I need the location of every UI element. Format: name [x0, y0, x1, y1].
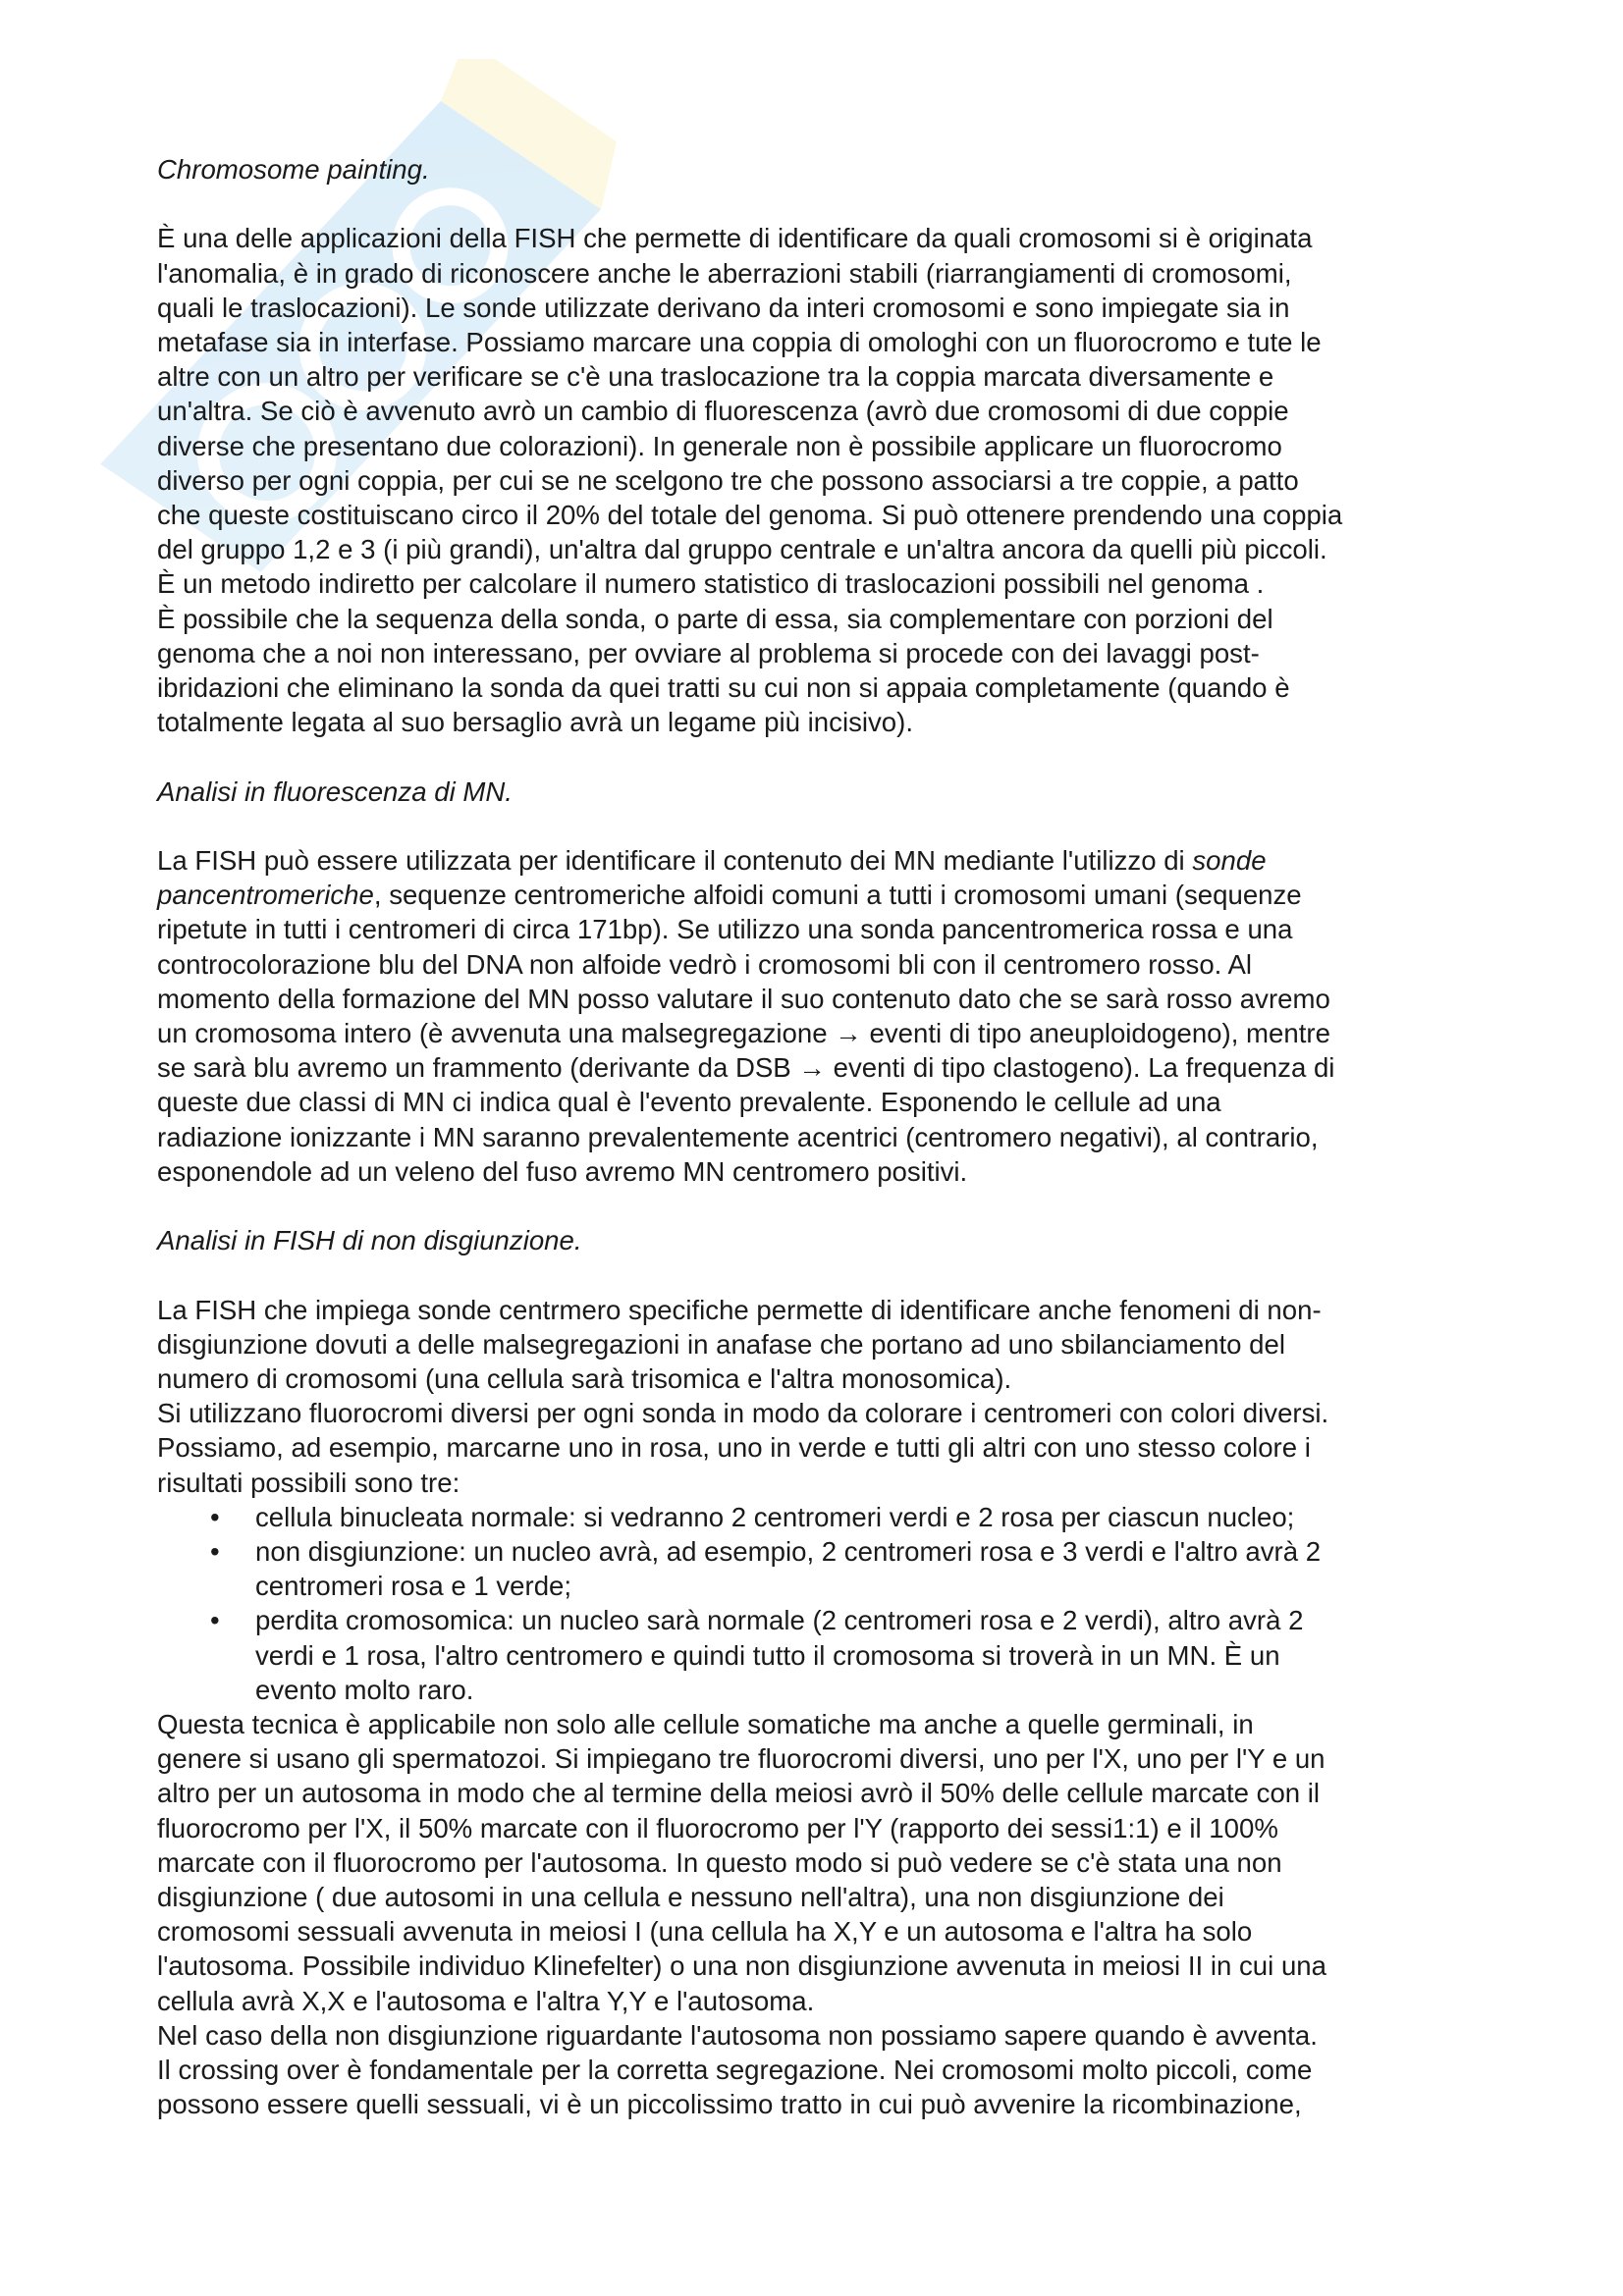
text-line: controcolorazione blu del DNA non alfoide vedrò i cromosomi bli con il centromero rosso. Al: [157, 948, 1253, 980]
text-run: La FISH può essere utilizzata per identificare il contenuto dei MN mediante l'utilizzo di: [157, 845, 1193, 877]
paragraph-non-disgiunzione-outro: [157, 1707, 1492, 2121]
paragraph-chromosome-painting: [157, 221, 1492, 739]
section-heading-chromosome-painting: Chromosome painting.: [157, 154, 430, 185]
text-line: un cromosoma intero (è avvenuta una malsegregazione → eventi di tipo aneuploidogeno), mentre: [157, 1018, 1330, 1049]
text-line: l'anomalia, è in grado di riconoscere anche le aberrazioni stabili (riarrangiamenti di cromosomi,: [157, 257, 1292, 289]
list-item: [157, 1500, 1492, 1534]
text-line: perdita cromosomica: un nucleo sarà normale (2 centromeri rosa e 2 verdi), altro avrà 2: [255, 1605, 1304, 1636]
text-line: altro per un autosoma in modo che al termine della meiosi avrò il 50% delle cellule marcate con il: [157, 1778, 1321, 1809]
text-line: Nel caso della non disgiunzione riguardante l'autosoma non possiamo sapere quando è avventa.: [157, 2019, 1318, 2051]
text-line: genere si usano gli spermatozoi. Si impiegano tre fluorocromi diversi, uno per l'X, uno per l'Y e un: [157, 1743, 1325, 1775]
text-line: cromosomi sessuali avvenuta in meiosi I (una cellula ha X,Y e un autosoma e l'altra ha solo: [157, 1916, 1253, 1948]
bullet-icon: •: [210, 1501, 220, 1532]
text-line: genoma che a noi non interessano, per ovviare al problema si procede con dei lavaggi post-: [157, 637, 1260, 668]
results-list: [157, 1500, 1492, 1707]
text-line: che queste costituiscano circo il 20% del totale del genoma. Si può ottenere prendendo una coppia: [157, 500, 1343, 531]
text-line: cellula binucleata normale: si vedranno 2 centromeri verdi e 2 rosa per ciascun nucleo;: [255, 1501, 1295, 1532]
text-line: queste due classi di MN ci indica qual è l'evento prevalente. Esponendo le cellule ad una: [157, 1087, 1221, 1118]
text-line: ripetute in tutti i centromeri di circa 171bp). Se utilizzo una sonda pancentromerica rossa e una: [157, 914, 1293, 945]
text-line: diverso per ogni coppia, per cui se ne scelgono tre che possono associarsi a tre coppie, a patto: [157, 464, 1299, 496]
spacer: [157, 1189, 1492, 1223]
text-line: centromeri rosa e 1 verde;: [255, 1571, 572, 1602]
bullet-icon: •: [210, 1536, 220, 1568]
text-line: marcate con il fluorocromo per l'autosoma. In questo modo si può vedere se c'è stata una non: [157, 1846, 1282, 1878]
text-line: evento molto raro.: [255, 1674, 474, 1705]
text-line: [157, 878, 1492, 912]
text-line: Il crossing over è fondamentale per la corretta segregazione. Nei cromosomi molto piccoli, come: [157, 2055, 1313, 2086]
text-run: , sequenze centromeriche alfoidi comuni a tutti i cromosomi umani (sequenze: [373, 880, 1302, 911]
text-line: [157, 843, 1492, 878]
text-line: Possiamo, ad esempio, marcarne uno in rosa, uno in verde e tutti gli altri con uno stesso colore i: [157, 1432, 1311, 1464]
text-line: cellula avrà X,X e l'autosoma e l'altra Y,Y e l'autosoma.: [157, 1985, 815, 2016]
text-line: È possibile che la sequenza della sonda, o parte di essa, sia complementare con porzioni del: [157, 603, 1273, 634]
spacer: [157, 809, 1492, 843]
text-line: Si utilizzano fluorocromi diversi per ogni sonda in modo da colorare i centromeri con colori diversi.: [157, 1398, 1329, 1429]
text-line: radiazione ionizzante i MN saranno prevalentemente acentrici (centromero negativi), al contrario,: [157, 1121, 1319, 1152]
text-line: È una delle applicazioni della FISH che permette di identificare da quali cromosomi si è originata: [157, 223, 1313, 254]
spacer: [157, 1257, 1492, 1292]
list-item: [157, 1603, 1492, 1707]
text-line: fluorocromo per l'X, il 50% marcate con il fluorocromo per l'Y (rapporto dei sessi1:1) e il 100%: [157, 1812, 1278, 1843]
text-line: esponendole ad un veleno del fuso avremo MN centromero positivi.: [157, 1155, 968, 1187]
text-line: altre con un altro per verificare se c'è una traslocazione tra la coppia marcata diversamente e: [157, 361, 1274, 393]
text-line: È un metodo indiretto per calcolare il numero statistico di traslocazioni possibili nel genoma .: [157, 568, 1265, 600]
document-page: [157, 152, 1492, 2122]
list-item: [157, 1534, 1492, 1603]
text-line: l'autosoma. Possibile individuo Klinefelter) o una non disgiunzione avvenuta in meiosi II in cui una: [157, 1950, 1326, 1982]
section-heading-analisi-mn: Analisi in fluorescenza di MN.: [157, 775, 513, 807]
text-line: se sarà blu avremo un frammento (derivante da DSB → eventi di tipo clastogeno). La frequenza di: [157, 1052, 1335, 1084]
bullet-icon: •: [210, 1605, 220, 1636]
text-line: disgiunzione dovuti a delle malsegregazioni in anafase che portano ad uno sbilanciamento del: [157, 1328, 1285, 1360]
text-line: verdi e 1 rosa, l'altro centromero e quindi tutto il cromosoma si troverà in un MN. È un: [255, 1639, 1280, 1671]
spacer: [157, 739, 1492, 774]
text-line: metafase sia in interfase. Possiamo marcare una coppia di omologhi con un fluorocromo e tute le: [157, 327, 1322, 357]
text-line: ibridazioni che eliminano la sonda da quei tratti su cui non si appaia completamente (quando è: [157, 672, 1290, 704]
text-line: Questa tecnica è applicabile non solo alle cellule somatiche ma anche a quelle germinali, in: [157, 1709, 1254, 1740]
section-heading-non-disgiunzione: Analisi in FISH di non disgiunzione.: [157, 1225, 582, 1256]
emphasis-text: sonde: [1192, 845, 1267, 877]
text-line: non disgiunzione: un nucleo avrà, ad esempio, 2 centromeri rosa e 3 verdi e l'altro avrà 2: [255, 1536, 1322, 1568]
text-line: risultati possibili sono tre:: [157, 1467, 460, 1498]
text-line: diverse che presentano due colorazioni). In generale non è possibile applicare un fluorocromo: [157, 430, 1282, 461]
text-line: momento della formazione del MN posso valutare il suo contenuto dato che se sarà rosso avremo: [157, 983, 1330, 1014]
text-line: totalmente legata al suo bersaglio avrà un legame più incisivo).: [157, 707, 913, 738]
paragraph-non-disgiunzione-intro: [157, 1293, 1492, 1500]
text-line: numero di cromosomi (una cellula sarà trisomica e l'altra monosomica).: [157, 1363, 1012, 1395]
text-line: La FISH che impiega sonde centrmero specifiche permette di identificare anche fenomeni di non-: [157, 1294, 1322, 1325]
paragraph-analisi-mn: [157, 843, 1492, 1189]
emphasis-text: pancentromeriche: [157, 880, 374, 911]
text-line: un'altra. Se ciò è avvenuto avrò un cambio di fluorescenza (avrò due cromosomi di due coppie: [157, 396, 1289, 427]
text-line: possono essere quelli sessuali, vi è un piccolissimo tratto in cui può avvenire la ricombinazione,: [157, 2089, 1302, 2120]
text-line: quali le traslocazioni). Le sonde utilizzate derivano da interi cromosomi e sono impiegate sia in: [157, 292, 1290, 323]
spacer: [157, 187, 1492, 221]
text-line: del gruppo 1,2 e 3 (i più grandi), un'altra dal gruppo centrale e un'altra ancora da quelli più piccoli.: [157, 534, 1327, 565]
text-line: disgiunzione ( due autosomi in una cellula e nessuno nell'altra), una non disgiunzione dei: [157, 1882, 1224, 1913]
